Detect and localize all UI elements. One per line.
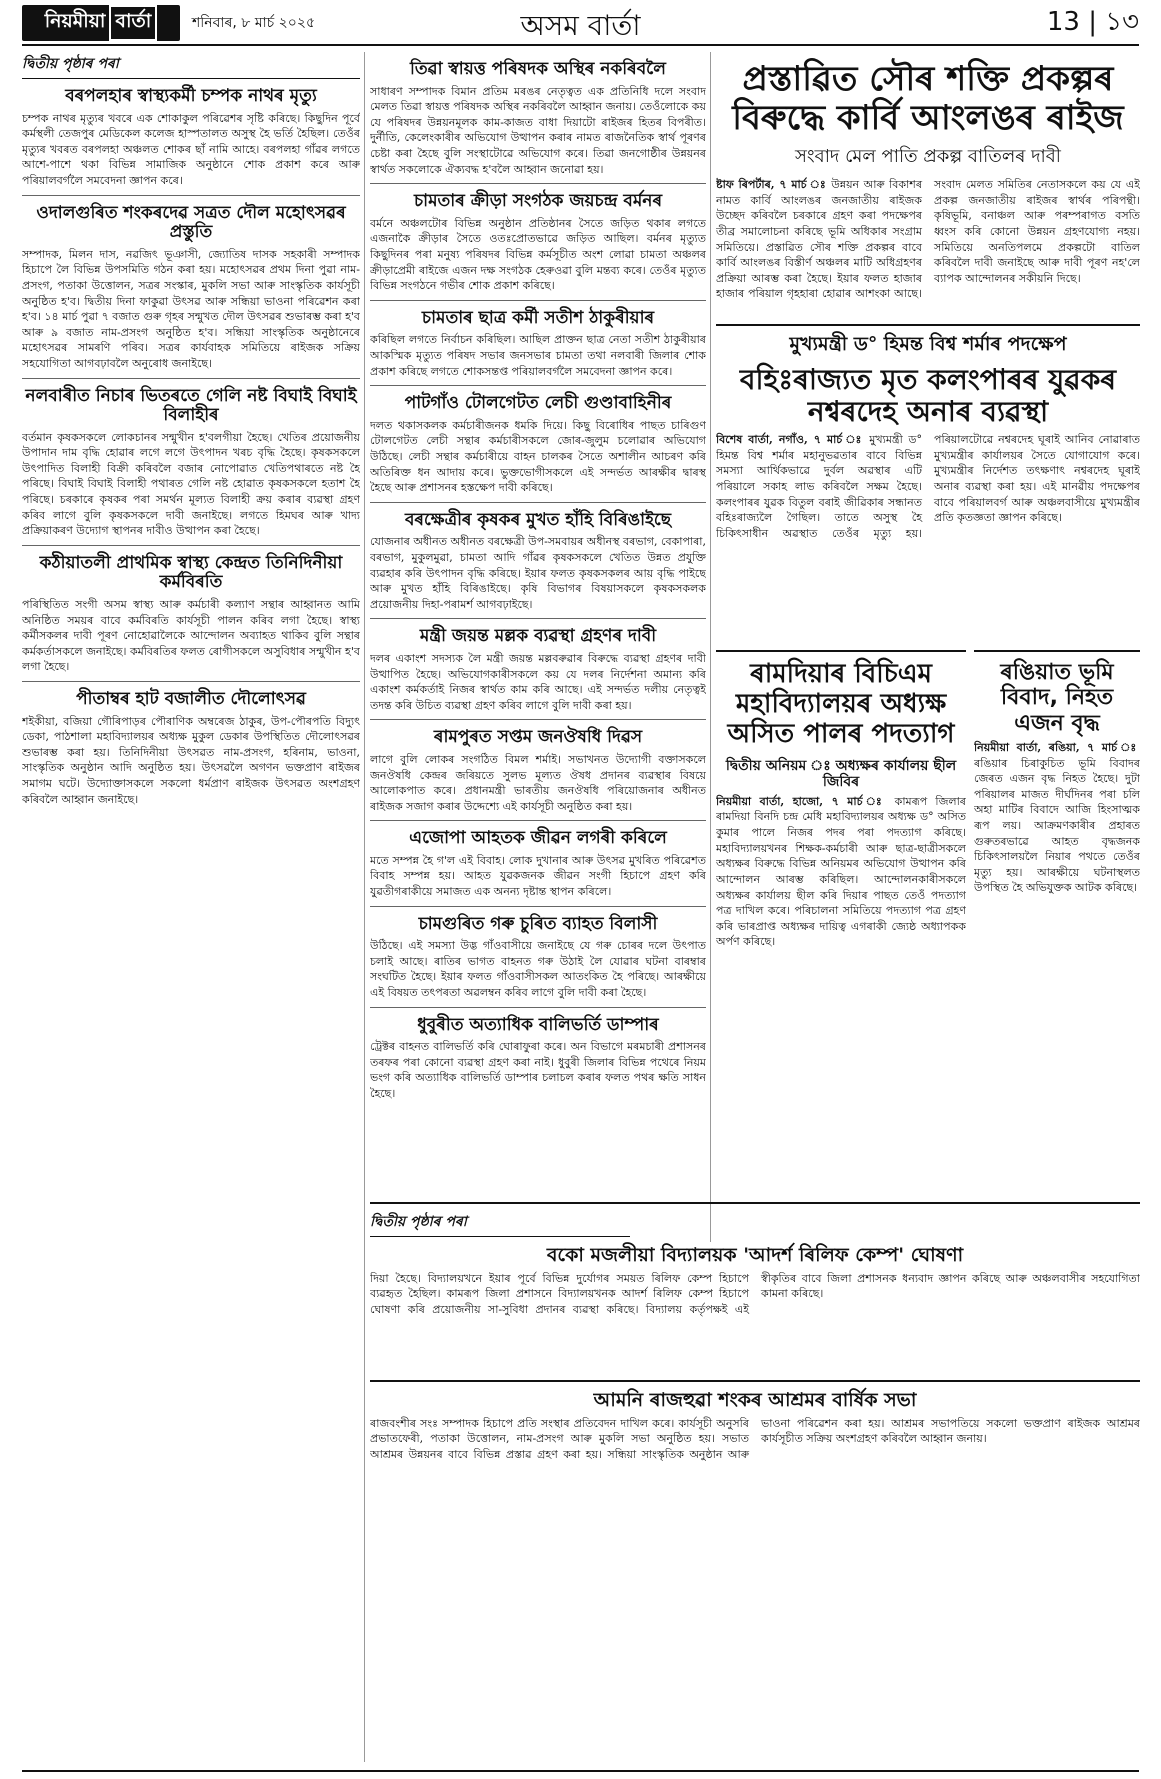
divider: [370, 385, 706, 386]
dateline: নিয়মীয়া বাৰ্তা, ৰঙিয়া, ৭ মাৰ্চ ঃ: [974, 740, 1140, 754]
story-cm: [716, 318, 1140, 638]
article-body: পৰিস্থিতিত সংগী অসম স্বাস্থ্য আৰু কৰ্মচাৰী কল্যাণ সন্থাৰ আহ্বানত আমি অনিষ্ঠিত সময়ৰ বাবে কৰ্মবিৰতি কাৰ্যসূচী পালন কৰিব লগা হৈছে। স্বাস্থ্য কৰ্মীসকলৰ দাবী পূৰণ নোহোৱালৈকে আন্দোলন অব্যাহত থাকিব বুলি সন্থাৰ কৰ্মকৰ্তাসকলে জনাইছে। কৰ্মবিৰতিৰ ফলত ৰোগীসকলে অসুবিধাৰ সন্মুখীন হ'ব লগা হৈছে।: [22, 598, 360, 674]
logo-text: নিয়মীয়া: [44, 10, 106, 32]
article-body: কৰিছিল লগতে নিৰ্বাচন কৰিছিল। আছিল প্ৰাক্তন ছাত্ৰ নেতা সতীশ ঠাকুৰীয়াৰ আকস্মিক মৃত্যুত পৰিষদ সভাৰ জনসভাৰ চামতা তথা নলবাৰী জিলাৰ শোক প্ৰকাশ কৰিছে লগতে শোকসন্তপ্ত পৰিয়ালবৰ্গলৈ সমবেদনা জ্ঞাপন কৰে।: [370, 333, 706, 378]
divider: [370, 183, 706, 184]
article-body: [716, 177, 1140, 302]
logo-text-boxed: বাৰ্তা: [109, 5, 157, 41]
article-text: কামৰূপ জিলাৰ ৰামদিয়া বিনদি চন্দ্ৰ মেধি মহাবিদ্যালয়ৰ অধ্যক্ষ ড° অসিত কুমাৰ পালে নিজৰ পদৰ পৰা পদত্যাগ কৰিছে। মহাবিদ্যালয়খনৰ শিক্ষক-কৰ্মচাৰী আৰু ছাত্ৰ-ছাত্ৰীসকলে অধ্যক্ষৰ বিৰুদ্ধে বিভিন্ন অনিয়মৰ অভিযোগ উত্থাপন কৰি আন্দোলন আৰম্ভ কৰিছিল। আন্দোলনকাৰীসকলে অধ্যক্ষৰ কাৰ্যালয় ছীল কৰি দিয়াৰ পাছত তেওঁ পদত্যাগ পত্ৰ দাখিল কৰে। পৰিচালনা সমিতিয়ে পদত্যাগ পত্ৰ গ্ৰহণ কৰি ভাৰপ্ৰাপ্ত অধ্যক্ষৰ দায়িত্ব এগৰাকী জ্যেষ্ঠ অধ্যাপকক অৰ্পণ কৰিছে।: [716, 794, 966, 949]
divider: [370, 820, 706, 821]
divider: [370, 618, 706, 619]
divider: [22, 545, 360, 546]
article-text: ৰঙিয়াৰ চিৰাকুচিত ভূমি বিবাদৰ জেৰত এজন বৃদ্ধ নিহত হৈছে। দুটা পৰিয়ালৰ মাজত দীৰ্ঘদিনৰ পৰা চলি অহা মাটিৰ বিবাদে আজি হিংসাত্মক ৰূপ লয়। আক্ৰমণকাৰীৰ প্ৰহাৰত গুৰুতৰভাৱে আহত বৃদ্ধজনক চিকিৎসালয়লৈ নিয়াৰ পথতে তেওঁৰ মৃত্যু হয়। আৰক্ষীয়ে ঘটনাস্থলত উপস্থিত হৈ অভিযুক্তক আটক কৰিছে।: [974, 756, 1140, 895]
divider: [370, 906, 706, 907]
article-body: দলৰ একাংশ সদস্যক লৈ মন্ত্ৰী জয়ন্ত মল্লবৰুৱাৰ বিৰুদ্ধে ব্যৱস্থা গ্ৰহণৰ দাবী উত্থাপিত হৈছে। অভিযোগকাৰীসকলে কয় যে দলৰ নিৰ্দেশনা অমান্য কৰি একাংশ কৰ্মকৰ্তাই নিজৰ স্বাৰ্থত কাম কৰি আছে। এই সন্দৰ্ভত দলীয় নেতৃত্বই তদন্ত কৰি উচিত ব্যৱস্থা গ্ৰহণ কৰিব লাগে বুলি দাবী কৰা হয়।: [370, 651, 706, 712]
divider: [370, 300, 706, 301]
dateline: বিশেষ বাৰ্তা, নগাঁও, ৭ মাৰ্চ ঃ: [716, 433, 864, 447]
headline: ৰঙিয়াত ভূমি বিবাদ, নিহত এজন বৃদ্ধ: [1000, 660, 1114, 736]
headline: ওদালগুৰিত শংকৰদেৱ সত্ৰত দৌল মহোৎসৱৰ প্ৰস্তুতি: [36, 202, 346, 243]
headline: ৰামদিয়াৰ বিচিএম মহাবিদ্যালয়ৰ অধ্যক্ষ অসিত পালৰ পদত্যাগ: [727, 659, 955, 749]
article-body: বৰ্তমান কৃষকসকলে লোকচানৰ সন্মুখীন হ'বলগীয়া হৈছে। খেতিৰ প্ৰয়োজনীয় উপাদান দাম বৃদ্ধি হোৱাৰ লগে লগে উৎপাদন খৰচ বৃদ্ধি হৈছে। কৃষকসকলে উৎপাদিত বিলাহী বিক্ৰী কৰিবলৈ বজাৰ নোপোৱাত খেতিপথাৰতে নষ্ট হৈ পৰিছে। বিঘাই বিঘাই বিলাহী পথাৰত গেলি নষ্ট হোৱাত কৃষকসকলে হতাশ হৈ পৰিছে। চৰকাৰে কৃষকৰ পৰা সমৰ্থন মূল্যত বিলাহী ক্ৰয় কৰাৰ ব্যৱস্থা গ্ৰহণ কৰিব লাগে বুলি কৃষকসকলে দাবী জনাইছে। লগতে হিমঘৰ আৰু খাদ্য প্ৰক্ৰিয়াকৰণ উদ্যোগ স্থাপনৰ দাবীও উত্থাপন কৰা হৈছে।: [22, 430, 360, 538]
dateline: নিয়মীয়া বাৰ্তা, হাজো, ৭ মাৰ্চ ঃ: [716, 794, 887, 808]
divider: [370, 502, 706, 503]
masthead: [22, 4, 1139, 42]
two-column-body: [716, 177, 1140, 302]
article-body: দলত থকাসকলক কৰ্মচাৰীজনক ধমকি দিয়ে। কিছু বিৰোধিৰ পাছত চাৰিগুণ টোলগেটত লেচী সন্থাৰ কৰ্মচাৰীসকলে জোৰ-জুলুম চলোৱাৰ অভিযোগ উঠিছে। লেচী সন্থাৰ কৰ্মচাৰীয়ে বাহন চালকৰ সৈতে অশালীন আচৰণ কৰি অতিৰিক্ত ধন আদায় কৰে। ভুক্তভোগীসকলে এই সন্দৰ্ভত আৰক্ষীৰ দ্বাৰস্থ হৈছে আৰু প্ৰশাসনৰ হস্তক্ষেপ দাবী কৰিছে।: [370, 418, 706, 495]
headline: মন্ত্ৰী জয়ন্ত মল্লক ব্যৱস্থা গ্ৰহণৰ দাবী: [419, 626, 657, 647]
article-body: [974, 740, 1140, 896]
article-body: যোজনাৰ অধীনত অধীনত বৰক্ষেত্ৰী উপ-সমবায়ৰ অধীনস্থ বৰভাগ, বেকাপাৰা, বৰভাগ, মুকুলমুৱা, চামতা আদি গাঁৱৰ কৃষকসকলে খেতিত উন্নত প্ৰযুক্তি ব্যৱহাৰ কৰি উৎপাদন বৃদ্ধি কৰিছে। ইয়াৰ ফলত কৃষকসকলৰ আয় বৃদ্ধি পাইছে আৰু মুখত হাঁহি বিৰিঙাইছে। কৃষি বিভাগৰ বিষয়াসকলে কৃষকসকলক প্ৰয়োজনীয় দিহা-পৰামৰ্শ আগবঢ়াইছে।: [370, 535, 706, 611]
article-body: [716, 432, 1140, 541]
column-left: [22, 52, 360, 1762]
headline: বৰক্ষেত্ৰীৰ কৃষকৰ মুখত হাঁহি বিৰিঙাইছে: [404, 509, 672, 530]
article-body: চম্পক নাথৰ মৃত্যুৰ খবৰে এক শোকাকুল পৰিৱেশৰ সৃষ্টি কৰিছে। কিছুদিন পূৰ্বে কৰ্মস্থলী তেজপুৰ মেডিকেল কলেজ হাস্পতালত অসুস্থ হৈ ভৰ্তি হৈছিল। তেওঁৰ মৃত্যুৰ খবৰত বৰপলহা অঞ্চলত শোকৰ ছাঁ নামি আহে। বৰপলহা গাঁৱৰ লগতে আশে-পাশে থকা বিভিন্ন সামাজিক অনুষ্ঠানে শোক প্ৰকাশ কৰে আৰু পৰিয়ালবৰ্গলৈ সমবেদনা জ্ঞাপন কৰে।: [22, 111, 360, 187]
headline: তিৱা স্বায়ত্ত পৰিষদক অস্থিৰ নকৰিবলৈ: [410, 59, 666, 79]
article-body: সাধাৰণ সম্পাদক বিমান প্ৰতিম মৰঙৰ নেতৃত্বত এক প্ৰতিনিধি দলে সংবাদ মেলত তিৱা স্বায়ত্ত পৰিষদক অস্থিৰ নকৰিবলৈ আহ্বান জনায়। তেওঁলোকে কয় যে পৰিষদৰ উন্নয়নমূলক কাম-কাজত বাধা দিয়াটো ৰাইজৰ হিতৰ বিপৰীত। দুৰ্নীতি, কেলেংকাৰীৰ অভিযোগ উত্থাপন কৰাৰ নামত ৰাজনৈতিক স্বাৰ্থ পূৰণৰ চেষ্টা কৰা হৈছে বুলি সংস্থাটোৱে অভিযোগ কৰে। তিৱা জনগোষ্ঠীৰ উন্নয়নৰ স্বাৰ্থত সকলোকে ঐক্যবদ্ধ হ'বলৈ আহ্বান জনোৱা হয়।: [370, 84, 706, 176]
article-body: বৰ্মনে অঞ্চলটোৰ বিভিন্ন অনুষ্ঠান প্ৰতিষ্ঠানৰ সৈতে জড়িত থকাৰ লগতে এজনাকৈ ক্ৰীড়াৰ সৈতে ওতঃপ্ৰোতভাৱে জড়িত আছিল। বৰ্মনৰ মৃত্যুত কিছুদিনৰ পৰা মনুষ্য পৰিষদৰ বিভিন্ন কৰ্মসূচীত অংশ লোৱা চামতা অঞ্চলৰ ক্ৰীড়াপ্ৰেমী ৰাইজে এজন দক্ষ সংগঠক হেৰুওৱা বুলি মন্তব্য কৰে। তেওঁৰ মৃত্যুত বিভিন্ন সংগঠনে গভীৰ শোক প্ৰকাশ কৰিছে।: [370, 216, 706, 293]
newspaper-logo: [22, 5, 180, 41]
headline: চামতাৰ ক্ৰীড়া সংগঠক জয়চন্দ্ৰ বৰ্মনৰ: [413, 191, 663, 212]
headline: বকো মজলীয়া বিদ্যালয়ক 'আদৰ্শ ৰিলিফ কেম্প' ঘোষণা: [546, 1244, 964, 1266]
headline: বহিঃৰাজ্যত মৃত কলংপাৰৰ যুৱকৰ নশ্বৰদেহ অনাৰ ব্যৱস্থা: [739, 362, 1117, 429]
divider: [22, 195, 360, 196]
article-body: উঠিছে। এই সমস্যা উদ্ভ গাঁওবাসীয়ে জনাইছে যে গৰু চোৰৰ দলে উৎপাত চলাই আছে। ৰাতিৰ ভাগত বাহনত গৰু উঠাই লৈ যোৱাৰ ঘটনা বাৰম্বাৰ সংঘটিত হৈছে। ইয়াৰ ফলত গাঁওবাসীসকল আতংকিত হৈ পৰিছে। আৰক্ষীয়ে এই বিষয়ত তৎপৰতা অৱলম্বন কৰিব লাগে বুলি দাবী কৰা হৈছে।: [370, 939, 706, 1000]
headline: এজোপা আহতক জীৱন লগৰী কৰিলে: [409, 828, 667, 849]
story-college: [716, 644, 966, 1114]
article-body: লাগে বুলি লোকৰ সংগঠিত বিমল শৰ্মাই। সভাখনত উদ্যোগী বক্তাসকলে জনঔষধি কেন্দ্ৰৰ জৰিয়তে সুলভ মূল্যত ঔষধ প্ৰদানৰ ব্যৱস্থাৰ বিষয়ে আলোকপাত কৰে। প্ৰধানমন্ত্ৰী ভাৰতীয় জনঔষধি পৰিয়োজনাৰ অধীনত ৰাইজক সজাগ কৰাৰ উদ্দেশ্যে এই কাৰ্যসূচী অনুষ্ঠিত কৰা হয়।: [370, 752, 706, 813]
two-column-body: [370, 1416, 1140, 1463]
divider: [370, 1380, 1140, 1382]
headline: চামগুৰিত গৰু চুৰিত ব্যাহত বিলাসী: [418, 913, 658, 934]
footer-rule: [22, 1770, 1139, 1772]
headline: নলবাৰীত নিচাৰ ভিতৰতে গেলি নষ্ট বিঘাই বিঘাই বিলাহীৰ: [25, 385, 357, 426]
page-number: 13 | ১৩: [1046, 7, 1139, 37]
story-rangiya: [974, 644, 1140, 1114]
story-ashram: [370, 1374, 1140, 1764]
divider: [370, 719, 706, 720]
headline: ধুবুৰীত অত্যাধিক বালিভৰ্তি ডাম্পাৰ: [417, 1014, 659, 1035]
divider: [22, 681, 360, 682]
header-rule: [22, 44, 1139, 46]
headline: ৰামপুৰত সপ্তম জনঔষধি দিৱস: [433, 727, 643, 748]
headline: চামতাৰ ছাত্ৰ কৰ্মী সতীশ ঠাকুৰীয়াৰ: [421, 307, 655, 328]
divider: [370, 1202, 1140, 1204]
story-relief-camp: [370, 1196, 1140, 1366]
divider: [974, 650, 1140, 652]
article-body: দিয়া হৈছে। বিদ্যালয়খনে ইয়াৰ পূৰ্বে বিভিন্ন দুৰ্যোগৰ সময়ত ৰিলিফ কেম্প হিচাপে ব্যৱহৃত হৈছিল। কামৰূপ জিলা প্ৰশাসনে বিদ্যালয়খনক আদৰ্শ ৰিলিফ কেম্প হিচাপে ঘোষণা কৰি প্ৰয়োজনীয় সা-সুবিধা প্ৰদানৰ ব্যৱস্থা কৰিছে। বিদ্যালয় কৰ্তৃপক্ষই এই স্বীকৃতিৰ বাবে জিলা প্ৰশাসনক ধন্যবাদ জ্ঞাপন কৰিছে আৰু অঞ্চলবাসীৰ সহযোগিতা কামনা কৰিছে।: [370, 1271, 1140, 1317]
kicker: মুখ্যমন্ত্ৰী ড° হিমন্ত বিশ্ব শৰ্মাৰ পদক্ষেপ: [789, 333, 1067, 355]
headline: বৰপলহাৰ স্বাস্থ্যকৰ্মী চম্পক নাথৰ মৃত্যু: [65, 86, 317, 106]
divider: [370, 1007, 706, 1008]
two-column-body: [370, 1271, 1140, 1318]
continued-label: দ্বিতীয় পৃষ্ঠাৰ পৰা: [370, 1210, 630, 1237]
column-middle: [370, 52, 706, 1242]
sub-headline: সংবাদ মেল পাতি প্ৰকল্প বাতিলৰ দাবী: [795, 146, 1061, 168]
column-divider: [364, 52, 365, 1762]
divider: [716, 324, 1140, 326]
article-body: ট্ৰেক্টৰ বাহনত বালিভৰ্তি কৰি ঘোৰাফুৰা কৰে। অন বিভাগে মৰমচাৰী প্ৰশাসনৰ তৰফৰ পৰা কোনো ব্যৱস্থা গ্ৰহণ কৰা নাই। ধুবুৰী জিলাৰ বিভিন্ন পথেৰে নিয়ম ভংগ কৰি অত্যাধিক বালিভৰ্তি ডাম্পাৰ চলাচল কৰাৰ ফলত পথৰ ক্ষতি সাধন হৈছে।: [370, 1040, 706, 1101]
lead-headline: প্ৰস্তাৱিত সৌৰ শক্তি প্ৰকল্পৰ বিৰুদ্ধে কাৰ্বি আংলঙৰ ৰাইজ: [732, 59, 1124, 139]
article-body: ৰাজবংশীৰ সংঃ সম্পাদক হিচাপে প্ৰতি সংস্থাৰ প্ৰতিবেদন দাখিল কৰে। কাৰ্যসূচী অনুসৰি প্ৰভাতফেৰী, পতাকা উত্তোলন, নাম-প্ৰসংগ আৰু মুকলি সভা অনুষ্ঠিত হয়। সভাত আশ্ৰমৰ উন্নয়নৰ বাবে বিভিন্ন প্ৰস্তাৱ গ্ৰহণ কৰা হয়। সন্ধিয়া সাংস্কৃতিক অনুষ্ঠান আৰু ভাওনা পৰিৱেশন কৰা হয়। আশ্ৰমৰ সভাপতিয়ে সকলো ভক্তপ্ৰাণ ৰাইজক আশ্ৰমৰ কাৰ্যসূচীত সক্ৰিয় অংশগ্ৰহণ কৰিবলৈ আহ্বান জনায়।: [370, 1416, 1140, 1462]
column-divider: [710, 52, 711, 1242]
headline: পাটগাঁও টোলগেটত লেচী গুণ্ডাবাহিনীৰ: [404, 393, 672, 414]
article-body: [716, 794, 966, 950]
divider: [716, 650, 966, 652]
dateline: ষ্টাফ ৰিপৰ্টাৰ, ৭ মাৰ্চ ঃ: [716, 178, 827, 192]
article-body: সম্পাদক, মিলন দাস, নৱজিৎ ভূঞাসী, জ্যোতিষ দাসক সহকাৰী সম্পাদক হিচাপে লৈ বিভিন্ন উপসমিতি গঠন কৰা হয়। মহোৎসৱৰ প্ৰথম দিনা পুৱা নাম-প্ৰসংগ, পতাকা উত্তোলন, সত্ৰৰ সংস্কাৰ, মুকলি সভা আৰু সাংস্কৃতিক কাৰ্যসূচী অনুষ্ঠিত হ'ব। দ্বিতীয় দিনা ফাকুৱা উৎসৱ আৰু সন্ধিয়া ভাওনা পৰিৱেশন কৰা হ'ব। ১৪ মাৰ্চ পুৱা ৭ বজাত গুৰু গৃহৰ সন্মুখত দৌল উৎসৱৰ শুভাৰম্ভ কৰা হ'ব আৰু ৯ বজাত নাম-প্ৰসংগ অনুষ্ঠিত হ'ব। সন্ধিয়া সাংস্কৃতিক অনুষ্ঠানেৰে মহোৎসৱৰ সামৰণি পৰিব। সত্ৰৰ কাৰ্যবাহক সমিতিয়ে ৰাইজক সক্ৰিয় সহযোগিতা আগবঢ়াবলৈ অনুৰোধ জনাইছে।: [22, 247, 360, 370]
section-title: অসম বাৰ্তা: [520, 9, 641, 42]
headline: আমনি ৰাজহুৱা শংকৰ আশ্ৰমৰ বাৰ্ষিক সভা: [593, 1389, 917, 1411]
kicker: দ্বিতীয় অনিয়ম ঃ অধ্যক্ষৰ কাৰ্যালয় ছীল জিবিৰ: [725, 757, 957, 790]
continued-label: দ্বিতীয় পৃষ্ঠাৰ পৰা: [22, 52, 360, 79]
article-text: মুখ্যমন্ত্ৰী ড° হিমন্ত বিশ্ব শৰ্মাৰ মহানুভৱতাৰ বাবে বিভিন্ন সমস্যা আৰ্থিকভাৱে দুৰ্বল অৱস্থাৰ এটি পৰিয়ালে সকাহ লাভ কৰিবলৈ সক্ষম হৈছে। কলংপাৰৰ যুৱক বিতুল বৰাই জীৱিকাৰ সন্ধানত বহিঃৰাজ্যলৈ গৈছিল। তাতে অসুস্থ হৈ চিকিৎসাধীন অৱস্থাত তেওঁৰ মৃত্যু হয়। পৰিয়ালটোৱে নশ্বৰদেহ ঘূৰাই আনিব নোৱাৰাত মুখ্যমন্ত্ৰীৰ কাৰ্যালয়ৰ সৈতে যোগাযোগ কৰে। মুখ্যমন্ত্ৰীৰ নিৰ্দেশত তৎক্ষণাৎ নশ্বৰদেহ ঘূৰাই অনাৰ ব্যৱস্থা কৰা হয়। এই মানৱীয় পদক্ষেপৰ বাবে পৰিয়ালবৰ্গ আৰু অঞ্চলবাসীয়ে মুখ্যমন্ত্ৰীৰ প্ৰতি কৃতজ্ঞতা জ্ঞাপন কৰিছে।: [716, 433, 1140, 540]
headline: কঠীয়াতলী প্ৰাথমিক স্বাস্থ্য কেন্দ্ৰত তিনিদিনীয়া কৰ্মবিৰতি: [39, 552, 343, 593]
headline: পীতাম্বৰ হাট বজালীত দৌলোৎসৱ: [76, 689, 306, 710]
article-body: শইকীয়া, বজিয়া গৌৰিপাড়ৰ পৌৰাণিক অম্বৰেজ ঠাকুৰ, উপ-পৌৰপতি বিদ্যুৎ ডেকা, পাঠশালা মহাবিদ্যালয়ৰ অধ্যক্ষ মুকুল ডেকাৰ উপস্থিতিত দৌলোৎসৱৰ শুভাৰম্ভ কৰা হয়। তিনিদিনীয়া উৎসৱত নাম-প্ৰসংগ, হৰিনাম, ভাওনা, সাংস্কৃতিক অনুষ্ঠান আদি অনুষ্ঠিত হয়। উৎসৱলৈ অগণন ভক্তপ্ৰাণ ৰাইজৰ সমাগম ঘটে। উদ্যোক্তাসকলে সকলো ধৰ্মপ্ৰাণ ৰাইজক উৎসৱত অংশগ্ৰহণ কৰিবলৈ আহ্বান জনাইছে।: [22, 714, 360, 806]
two-column-body: [716, 432, 1140, 541]
issue-date: শনিবাৰ, ৮ মাৰ্চ ২০২৫: [192, 15, 316, 31]
article-text: উন্নয়ন আৰু বিকাশৰ নামত কাৰ্বি আংলঙৰ জনজাতীয় ৰাইজক উচ্ছেদ কৰিবলৈ চৰকাৰে গ্ৰহণ কৰা পদক্ষেপৰ তীব্ৰ সমালোচনা কৰিছে ভূমি অধিকাৰ সংগ্ৰাম সমিতিয়ে। প্ৰস্তাৱিত সৌৰ শক্তি প্ৰকল্পৰ বাবে কাৰ্বি আংলঙৰ বিস্তীৰ্ণ অঞ্চলৰ মাটি অধিগ্ৰহণৰ প্ৰক্ৰিয়া আৰম্ভ কৰা হৈছে। ইয়াৰ ফলত হাজাৰ হাজাৰ পৰিয়াল গৃহহাৰা হোৱাৰ আশংকা আছে। সংবাদ মেলত সমিতিৰ নেতাসকলে কয় যে এই প্ৰকল্প জনজাতীয় ৰাইজৰ স্বাৰ্থৰ পৰিপন্থী। কৃষিভূমি, বনাঞ্চল আৰু পৰম্পৰাগত বসতি ধ্বংস কৰি কোনো উন্নয়ন গ্ৰহণযোগ্য নহয়। সমিতিয়ে অনতিপলমে প্ৰকল্পটো বাতিল কৰিবলৈ দাবী জনাইছে আৰু দাবী পূৰণ নহ'লে ব্যাপক আন্দোলনৰ সকীয়নি দিছে।: [716, 178, 1140, 301]
lead-story-solar: [716, 52, 1140, 314]
article-body: মতে সম্পন্ন হৈ গ'ল এই বিবাহ। লোক দুখানাৰ আৰু উৎসৱ মুখৰিত পৰিৱেশত বিবাহ সম্পন্ন হয়। আহত যুৱকজনক জীৱন সংগী হিচাপে গ্ৰহণ কৰি যুৱতীগৰাকীয়ে সমাজত এক অনন্য দৃষ্টান্ত স্থাপন কৰিলে।: [370, 853, 706, 899]
divider: [22, 378, 360, 379]
